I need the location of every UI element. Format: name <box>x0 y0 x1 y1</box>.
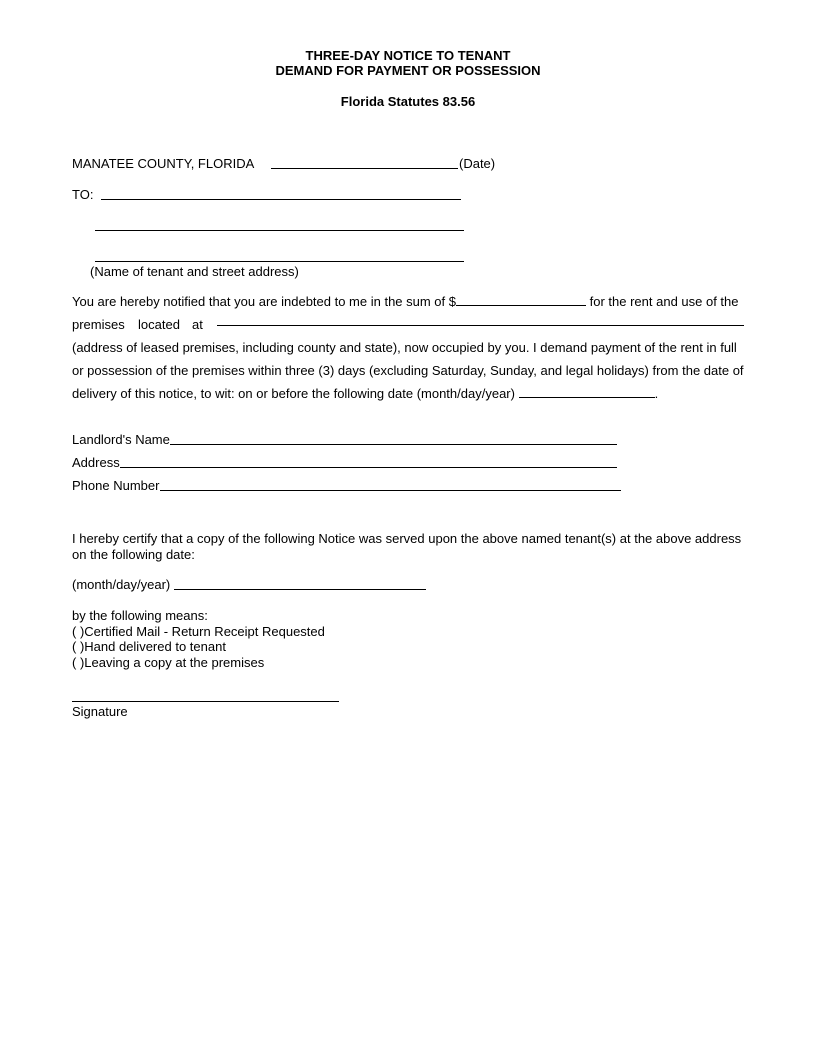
option-hand-delivered[interactable]: ( )Hand delivered to tenant <box>72 639 226 654</box>
signature-blank[interactable] <box>72 701 339 702</box>
service-date-blank[interactable] <box>174 589 426 590</box>
date-label: (Date) <box>459 156 496 171</box>
signature-label: Signature <box>72 704 128 719</box>
notice-line-5 <box>72 382 744 405</box>
option-certified-mail[interactable]: ( )Certified Mail - Return Receipt Requested <box>72 624 325 639</box>
certification-line-2: on the following date: <box>72 547 195 562</box>
notice-line-3-text: (address of leased premises, including county and state), now occupied by you. I demand payment of the rent in full <box>72 340 737 355</box>
landlord-address-label: Address <box>72 455 120 470</box>
landlord-phone-label: Phone Number <box>72 478 160 493</box>
notice-line-4 <box>72 359 744 382</box>
at-word: at <box>192 317 203 332</box>
tenant-address-blank-2[interactable] <box>95 261 464 262</box>
option-leaving-copy[interactable]: ( )Leaving a copy at the premises <box>72 655 265 670</box>
certification-text-1: I hereby certify that a copy of the following Notice was served upon the above named tenant(s) at the above address <box>72 531 742 546</box>
to-label: TO: <box>72 187 94 202</box>
located-word: located <box>138 317 180 332</box>
service-date-label: (month/day/year) <box>72 577 171 592</box>
notice-line-5-suffix: . <box>654 386 659 401</box>
notice-line-4-text: or possession of the premises within three (3) days (excluding Saturday, Sunday, and legal holidays) from the date of <box>72 363 744 378</box>
means-label: by the following means: <box>72 608 208 623</box>
notice-line-1 <box>72 290 744 313</box>
landlord-address-blank[interactable] <box>120 467 617 468</box>
certification-line-1 <box>72 531 744 546</box>
date-blank[interactable] <box>271 168 458 169</box>
premises-address-blank[interactable] <box>217 314 744 326</box>
landlord-name-blank[interactable] <box>170 444 617 445</box>
county-label: MANATEE COUNTY, FLORIDA <box>72 156 255 171</box>
tenant-name-blank[interactable] <box>101 199 461 200</box>
title-line-1: THREE-DAY NOTICE TO TENANT <box>305 48 511 63</box>
notice-line-1-suffix: for the rent and use of the <box>589 294 739 309</box>
notice-line-5-prefix: delivery of this notice, to wit: on or before the following date (month/day/year) <box>72 386 515 401</box>
landlord-phone-blank[interactable] <box>160 490 621 491</box>
title-line-2: DEMAND FOR PAYMENT OR POSSESSION <box>275 63 541 78</box>
rent-amount-blank[interactable] <box>456 294 586 306</box>
deadline-date-blank[interactable] <box>519 386 655 398</box>
landlord-name-label: Landlord's Name <box>72 432 170 447</box>
notice-line-1-prefix: You are hereby notified that you are indebted to me in the sum of $ <box>72 294 456 309</box>
statute-reference: Florida Statutes 83.56 <box>340 94 476 109</box>
tenant-address-blank-1[interactable] <box>95 230 464 231</box>
premises-word: premises <box>72 317 125 332</box>
notice-paragraph <box>72 290 744 405</box>
notice-line-2 <box>72 313 744 336</box>
notice-line-3 <box>72 336 744 359</box>
tenant-caption: (Name of tenant and street address) <box>90 264 299 279</box>
